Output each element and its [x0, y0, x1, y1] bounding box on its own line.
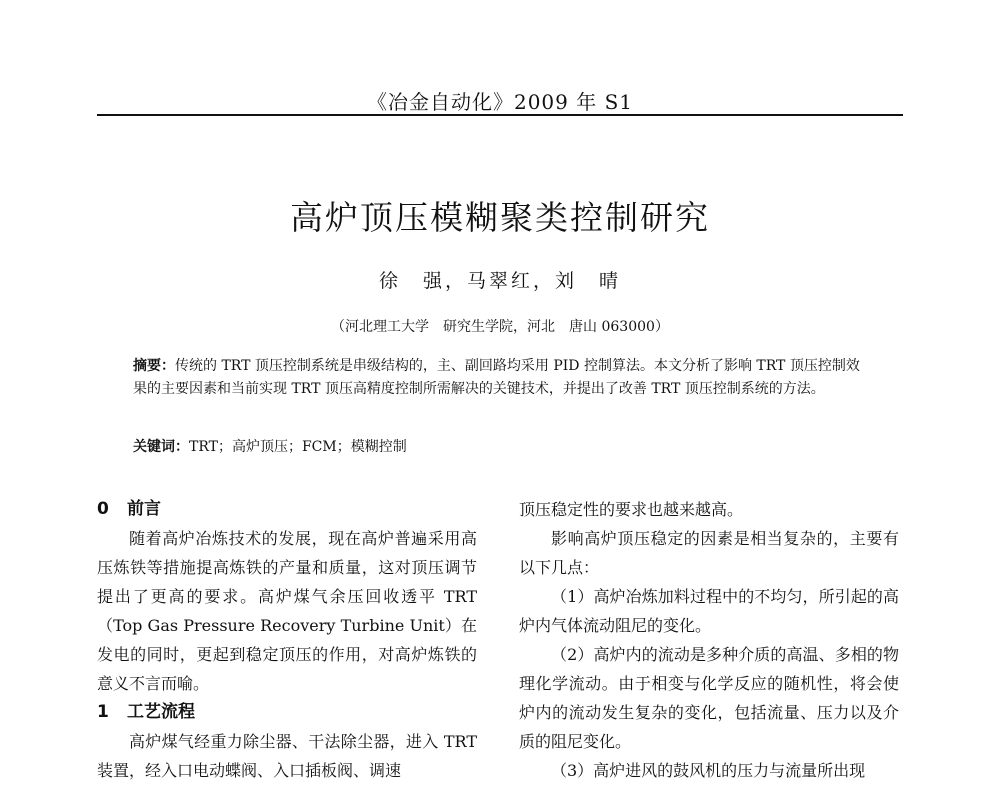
- keywords-text: TRT；高炉顶压；FCM；模糊控制: [189, 439, 407, 455]
- section-number: 1: [97, 702, 109, 722]
- paragraph: 顶压稳定性的要求也越来越高。: [519, 500, 744, 519]
- paragraph: 影响高炉顶压稳定的因素是相当复杂的，主要有以下几点：: [519, 529, 899, 577]
- abstract: [133, 355, 873, 401]
- keywords: [133, 436, 873, 459]
- journal-header: 《冶金自动化》2009 年 S1: [366, 90, 634, 114]
- section-title: 工艺流程: [127, 702, 195, 722]
- paper-title: 高炉顶压模糊聚类控制研究: [290, 198, 710, 237]
- paragraph: 随着高炉冶炼技术的发展，现在高炉普遍采用高压炼铁等措施提高炼铁的产量和质量，这对顶压调节提出了更高的要求。高炉煤气余压回收透平 TRT（Top Gas Pressure Recovery Turbine Unit）在发电的同时，更起到稳定顶压的作用，对高炉炼铁的意义不言而喻。: [97, 529, 477, 693]
- section-heading-1: [97, 698, 477, 727]
- paragraph: 高炉煤气经重力除尘器、干法除尘器，进入 TRT 装置，经入口电动蝶阀、入口插板阀、调速: [97, 732, 477, 780]
- abstract-label: 摘要：: [133, 358, 175, 374]
- authors: 徐 强，马翠红，刘 晴: [378, 270, 621, 292]
- list-item: （3）高炉进风的鼓风机的压力与流量所出现: [551, 761, 866, 780]
- header-rule: [97, 114, 903, 116]
- list-item: （1）高炉冶炼加料过程中的不均匀，所引起的高炉内气体流动阻尼的变化。: [519, 587, 899, 635]
- abstract-text: 传统的 TRT 顶压控制系统是串级结构的，主、副回路均采用 PID 控制算法。本文分析了影响 TRT 顶压控制效果的主要因素和当前实现 TRT 顶压高精度控制所需解决的关键技术，并提出了改善 TRT 顶压控制系统的方法。: [133, 358, 860, 397]
- affiliation: （河北理工大学 研究生学院，河北 唐山 063000）: [331, 319, 669, 335]
- left-column: [97, 495, 477, 785]
- right-column: [519, 495, 899, 785]
- list-item: （2）高炉内的流动是多种介质的高温、多相的物理化学流动。由于相变与化学反应的随机性，将会使炉内的流动发生复杂的变化，包括流量、压力以及介质的阻尼变化。: [519, 645, 899, 751]
- section-title: 前言: [127, 499, 161, 519]
- section-number: 0: [97, 499, 109, 519]
- keywords-label: 关键词：: [133, 439, 189, 455]
- section-heading-0: [97, 495, 477, 524]
